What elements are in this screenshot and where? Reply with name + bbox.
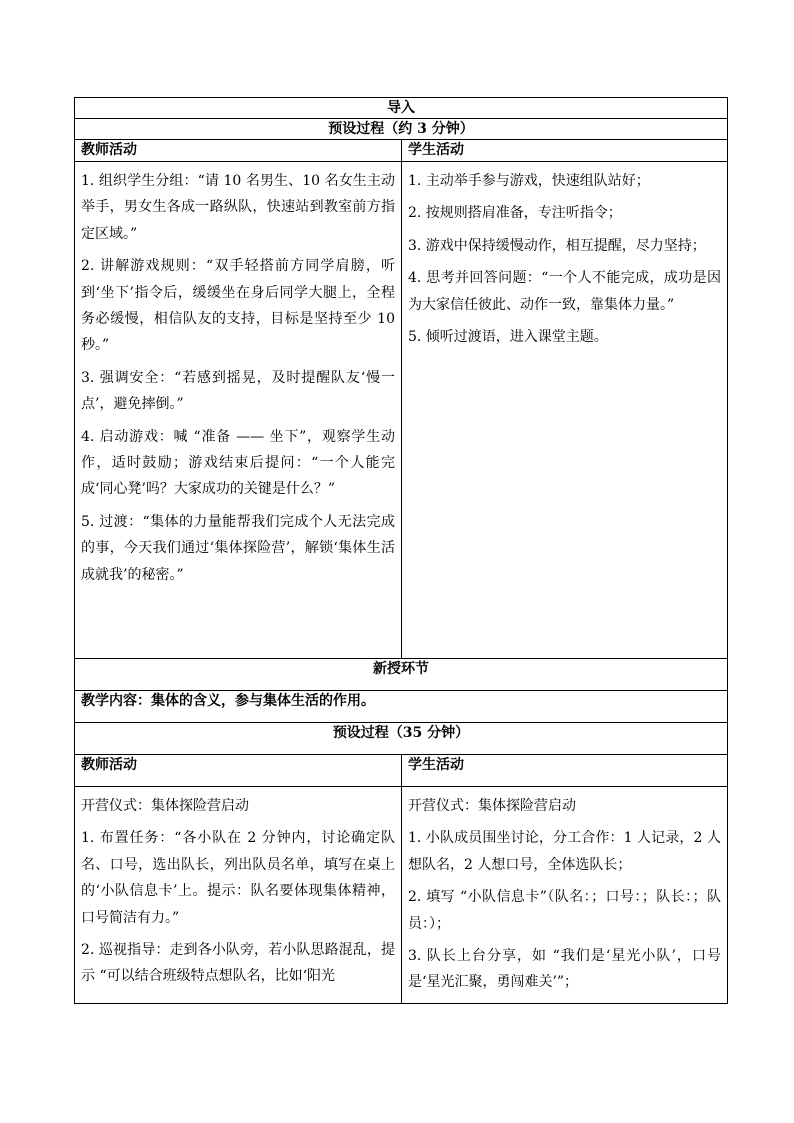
intro-student-item: 3. 游戏中保持缓慢动作，相互提醒，尽力坚持； — [408, 237, 706, 254]
intro-teacher-item: 4. 启动游戏：喊 “准备 —— 坐下”，观察学生动作，适时鼓励；游戏结束后提问：“一个人能完成‘同心凳’吗？大家成功的关键是什么？” — [81, 428, 395, 498]
intro-teacher-item: 1. 组织学生分组：“请 10 名男生、10 名女生主动举手，男女生各成一路纵队，快速站到教室前方指定区域。” — [81, 173, 395, 242]
intro-teacher-item: 5. 过渡：“集体的力量能帮我们完成个人无法完成的事，今天我们通过‘集体探险营’，解锁‘集体生活成就我’的秘密。” — [81, 513, 395, 583]
intro-teacher-header: 教师活动 — [75, 140, 402, 162]
new-teacher-item: 开营仪式：集体探险营启动 — [81, 798, 249, 814]
new-section-activity-row — [75, 787, 728, 1004]
new-teacher-cell — [75, 787, 402, 1004]
intro-teacher-item: 3. 强调安全：“若感到摇晃，及时提醒队友‘慢一点’，避免摔倒。” — [81, 369, 395, 413]
new-section-process-title: 预设过程（35 分钟） — [75, 723, 728, 755]
new-section-process-row — [75, 723, 728, 755]
intro-header-row — [75, 140, 728, 162]
new-student-item: 2. 填写 “小队信息卡”（队名：；口号：；队长：；队员：）； — [408, 889, 721, 932]
intro-title-row — [75, 98, 728, 119]
intro-activity-row — [75, 162, 728, 659]
new-section-title-row — [75, 659, 728, 691]
new-student-item: 开营仪式：集体探险营启动 — [408, 798, 576, 814]
teaching-content: 教学内容：集体的含义，参与集体生活的作用。 — [75, 691, 728, 723]
intro-process-title: 预设过程（约 3 分钟） — [75, 119, 728, 140]
new-student-header: 学生活动 — [402, 755, 728, 787]
new-teacher-header: 教师活动 — [75, 755, 402, 787]
intro-teacher-item: 2. 讲解游戏规则：“双手轻搭前方同学肩膀，听到‘坐下’指令后，缓缓坐在身后同学大腿上，全程务必缓慢，相信队友的支持，目标是坚持至少 10 秒。” — [81, 258, 395, 354]
intro-student-item: 1. 主动举手参与游戏，快速组队站好； — [408, 173, 650, 189]
intro-teacher-cell — [75, 162, 402, 659]
new-student-item: 3. 队长上台分享，如 “我们是‘星光小队’，口号是‘星光汇聚，勇闯难关’”； — [408, 948, 721, 991]
new-student-item: 1. 小队成员围坐讨论，分工合作：1 人记录，2 人想队名，2 人想口号，全体选队长； — [408, 830, 721, 873]
intro-process-row — [75, 119, 728, 140]
intro-student-item: 5. 倾听过渡语，进入课堂主题。 — [408, 329, 608, 346]
new-teacher-item: 1. 布置任务：“各小队在 2 分钟内，讨论确定队名、口号，选出队长，列出队员名单，填写在桌上的‘小队信息卡’上。提示：队名要体现集体精神，口号简洁有力。” — [81, 830, 395, 926]
new-section-header-row — [75, 755, 728, 787]
new-section-content-row — [75, 691, 728, 723]
intro-student-item: 2. 按规则搭肩准备，专注听指令； — [408, 205, 622, 222]
intro-title: 导入 — [75, 98, 728, 119]
new-teacher-item: 2. 巡视指导：走到各小队旁，若小队思路混乱，提示 “可以结合班级特点想队名，比如‘阳光 — [81, 942, 395, 985]
intro-student-header: 学生活动 — [402, 140, 728, 162]
intro-student-item: 4. 思考并回答问题：“一个人不能完成，成功是因为大家信任彼此、动作一致，靠集体力量。” — [408, 270, 721, 313]
intro-student-cell — [402, 162, 728, 659]
new-student-cell — [402, 787, 728, 1004]
lesson-plan-table — [74, 97, 728, 1004]
new-section-title: 新授环节 — [75, 659, 728, 691]
